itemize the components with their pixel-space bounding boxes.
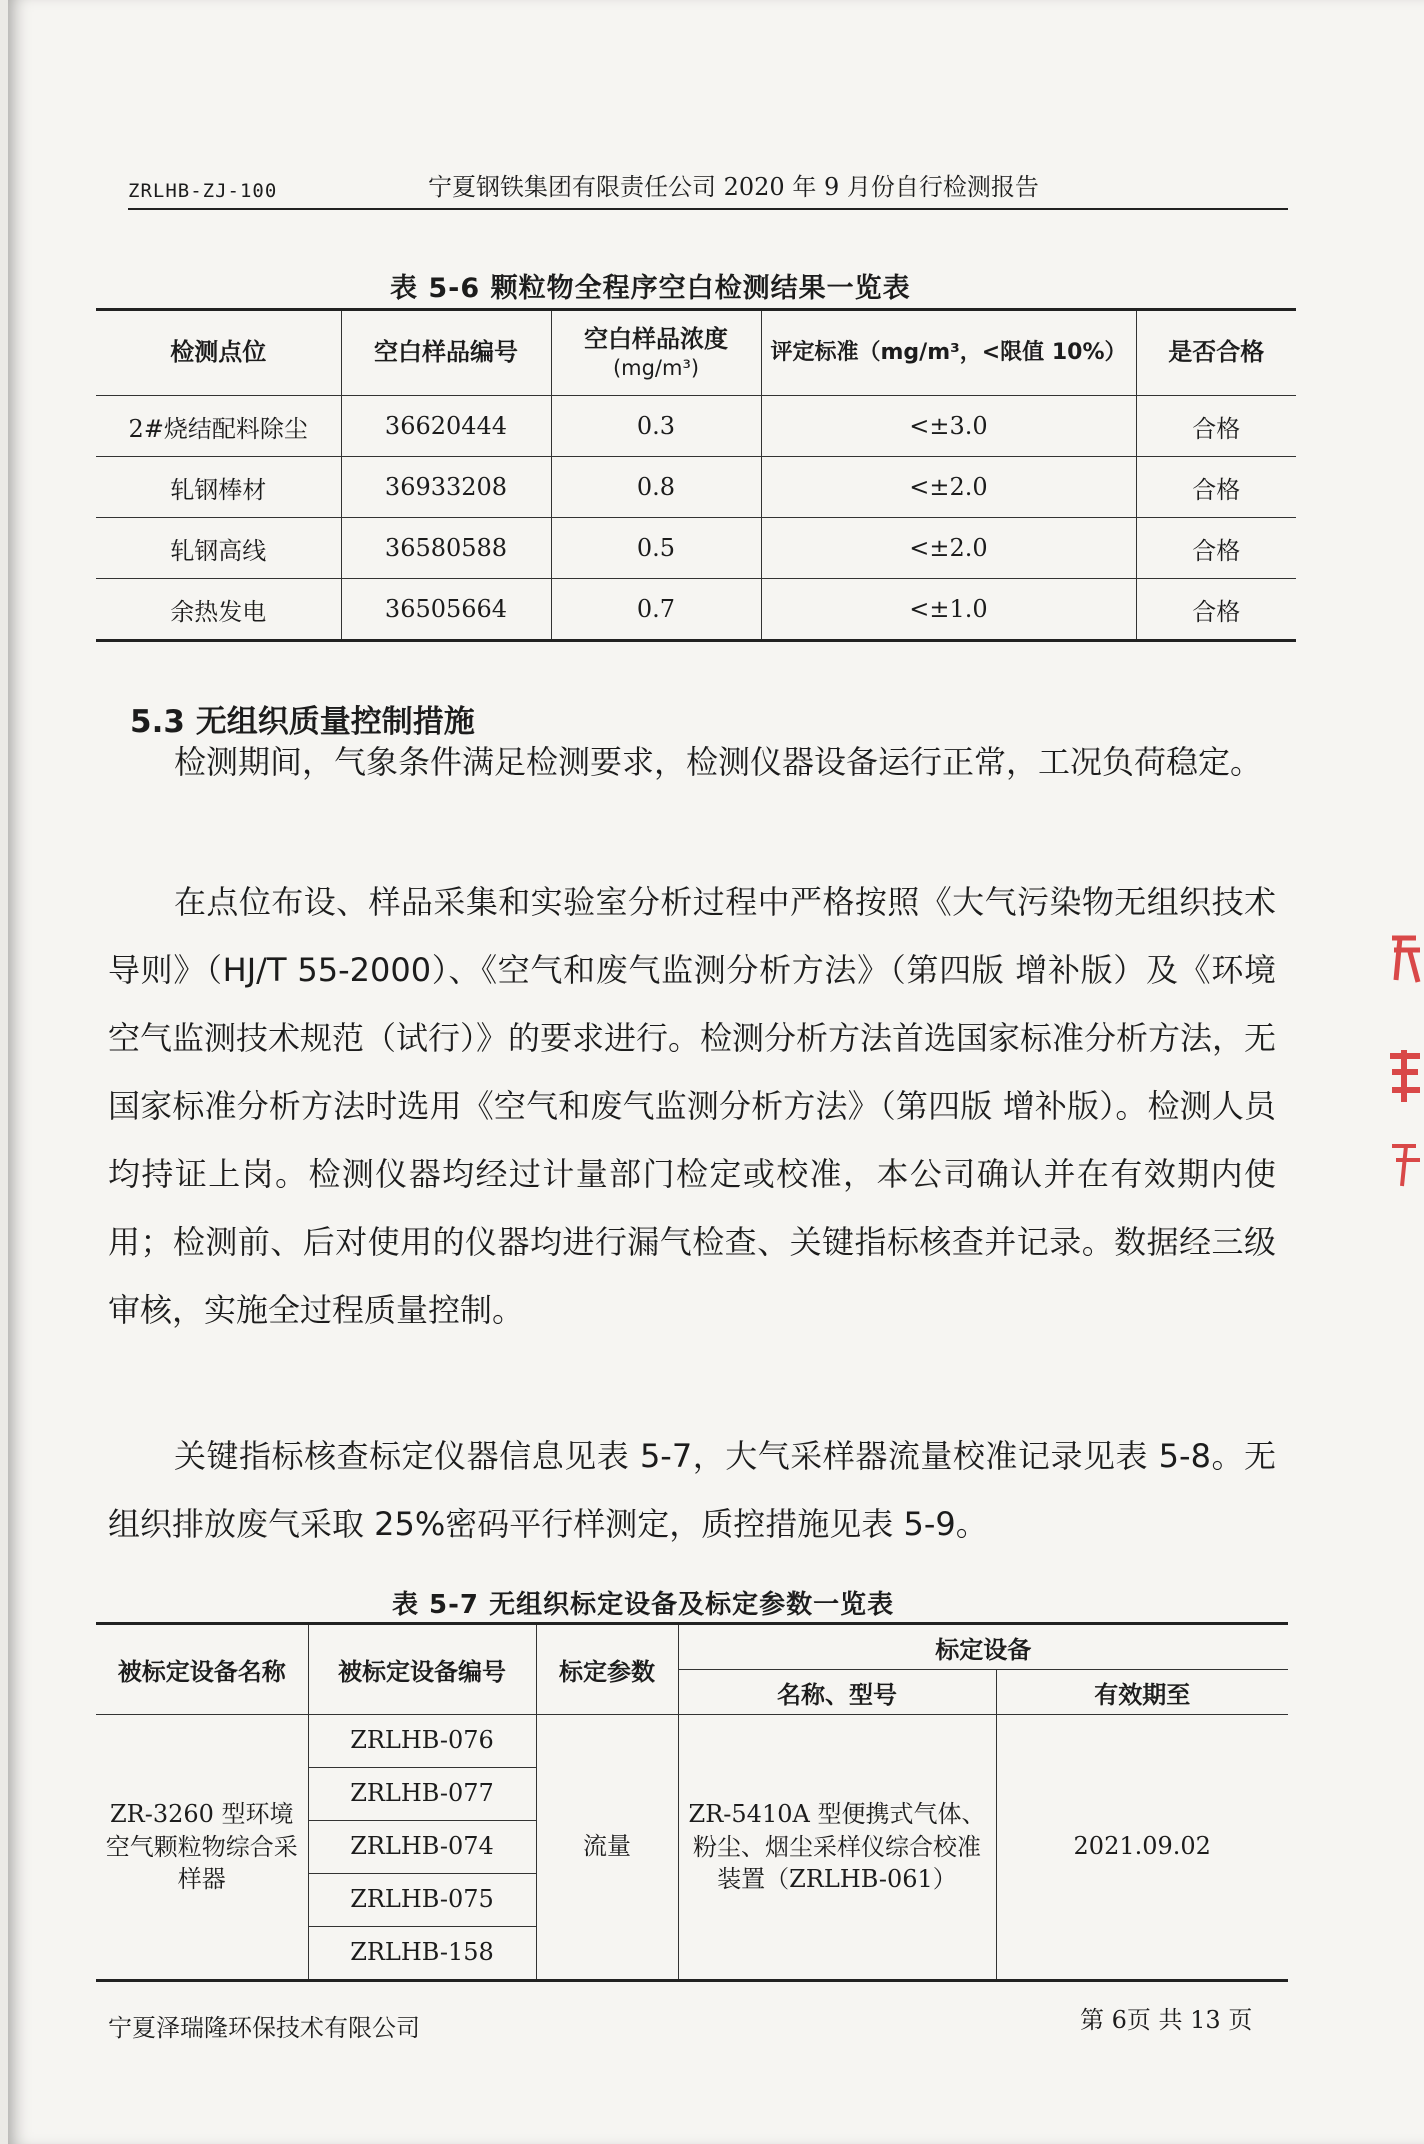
cell-point: 轧钢高线 <box>96 518 341 579</box>
cell-device-id: ZRLHB-075 <box>308 1874 536 1927</box>
cell-point: 2#烧结配料除尘 <box>96 396 341 457</box>
col-header-conc-label: 空白样品浓度 <box>584 324 728 353</box>
footer-company: 宁夏泽瑞隆环保技术有限公司 <box>108 2014 420 2042</box>
col-header-conc <box>551 310 761 396</box>
cell-conc: 0.8 <box>551 457 761 518</box>
table-5-6-caption: 表 5-6 颗粒物全程序空白检测结果一览表 <box>390 273 911 304</box>
cell-device-id: ZRLHB-074 <box>308 1821 536 1874</box>
paragraph-1: 检测期间，气象条件满足检测要求，检测仪器设备运行正常，工况负荷稳定。 <box>174 743 1263 781</box>
col-header-sample-id: 空白样品编号 <box>341 310 551 396</box>
cell-param: 流量 <box>536 1715 678 1981</box>
col-header-point: 检测点位 <box>96 310 341 396</box>
col-header-device-id: 被标定设备编号 <box>308 1624 536 1715</box>
cell-sample-id: 36580588 <box>341 518 551 579</box>
paragraph-2: 在点位布设、样品采集和实验室分析过程中严格按照《大气污染物无组织技术导则》（HJ/T 55-2000）、《空气和废气监测分析方法》（第四版 增补版）及《环境空气监测技术规范（试行）》的要求进行。检测分析方法首选国家标准分析方法，无国家标准分析方法时选用《空气和废气监测分析方法》（第四版 增补版）。检测人员均持证上岗。检测仪器均经过计量部门检定或校准，本公司确认并在有效期内使用；检测前、后对使用的仪器均进行漏气检查、关键指标核查并记录。数据经三级审核，实施全过程质量控制。 <box>108 883 1277 1329</box>
cell-point: 余热发电 <box>96 579 341 641</box>
cell-conc: 0.5 <box>551 518 761 579</box>
page-header <box>128 168 1288 210</box>
col-header-device-name: 被标定设备名称 <box>96 1624 308 1715</box>
cell-valid-until: 2021.09.02 <box>996 1715 1288 1981</box>
cell-pass: 合格 <box>1136 457 1296 518</box>
table-row <box>96 457 1296 518</box>
cell-conc: 0.3 <box>551 396 761 457</box>
cell-standard: <±3.0 <box>761 396 1136 457</box>
cell-pass: 合格 <box>1136 579 1296 641</box>
cell-conc: 0.7 <box>551 579 761 641</box>
col-header-valid-until: 有效期至 <box>996 1670 1288 1715</box>
col-header-calib-name: 名称、型号 <box>678 1670 996 1715</box>
col-header-conc-unit: (mg/m³) <box>612 355 700 380</box>
report-code: ZRLHB-ZJ-100 <box>128 180 278 202</box>
table-row <box>96 1715 1288 1768</box>
cell-pass: 合格 <box>1136 396 1296 457</box>
table-5-7 <box>96 1622 1288 1982</box>
col-header-param: 标定参数 <box>536 1624 678 1715</box>
table-5-6 <box>96 308 1296 642</box>
section-heading: 5.3 无组织质量控制措施 <box>130 704 475 740</box>
footer-page-number: 第 6页 共 13 页 <box>1080 2006 1253 2034</box>
table-row <box>96 518 1296 579</box>
cell-device-id: ZRLHB-158 <box>308 1927 536 1981</box>
cell-standard: <±2.0 <box>761 518 1136 579</box>
table-row <box>96 396 1296 457</box>
cell-device-id: ZRLHB-077 <box>308 1768 536 1821</box>
cell-device-name: ZR-3260 型环境空气颗粒物综合采样器 <box>96 1715 308 1981</box>
table-header-row <box>96 1624 1288 1670</box>
col-header-pass: 是否合格 <box>1136 310 1296 396</box>
table-header-row <box>96 310 1296 396</box>
cell-device-id: ZRLHB-076 <box>308 1715 536 1768</box>
col-header-standard: 评定标准（mg/m³，<限值 10%） <box>761 310 1136 396</box>
cell-standard: <±2.0 <box>761 457 1136 518</box>
footer-divider <box>96 1980 1288 1982</box>
cell-pass: 合格 <box>1136 518 1296 579</box>
cell-standard: <±1.0 <box>761 579 1136 641</box>
seal-stamp-fragment-icon <box>1386 930 1424 990</box>
cell-sample-id: 36933208 <box>341 457 551 518</box>
col-header-calib-group: 标定设备 <box>678 1624 1288 1670</box>
seal-stamp-fragment-icon <box>1386 1046 1424 1106</box>
cell-sample-id: 36620444 <box>341 396 551 457</box>
cell-point: 轧钢棒材 <box>96 457 341 518</box>
report-title: 宁夏钢铁集团有限责任公司 2020 年 9 月份自行检测报告 <box>428 173 1039 201</box>
paragraph-3: 关键指标核查标定仪器信息见表 5-7，大气采样器流量校准记录见表 5-8。无组织排放废气采取 25%密码平行样测定，质控措施见表 5-9。 <box>108 1437 1276 1543</box>
table-5-7-caption: 表 5-7 无组织标定设备及标定参数一览表 <box>392 1590 895 1620</box>
cell-sample-id: 36505664 <box>341 579 551 641</box>
table-row <box>96 579 1296 641</box>
seal-stamp-fragment-icon <box>1386 1134 1424 1194</box>
cell-calib-name: ZR-5410A 型便携式气体、粉尘、烟尘采样仪综合校准装置（ZRLHB-061） <box>678 1715 996 1981</box>
